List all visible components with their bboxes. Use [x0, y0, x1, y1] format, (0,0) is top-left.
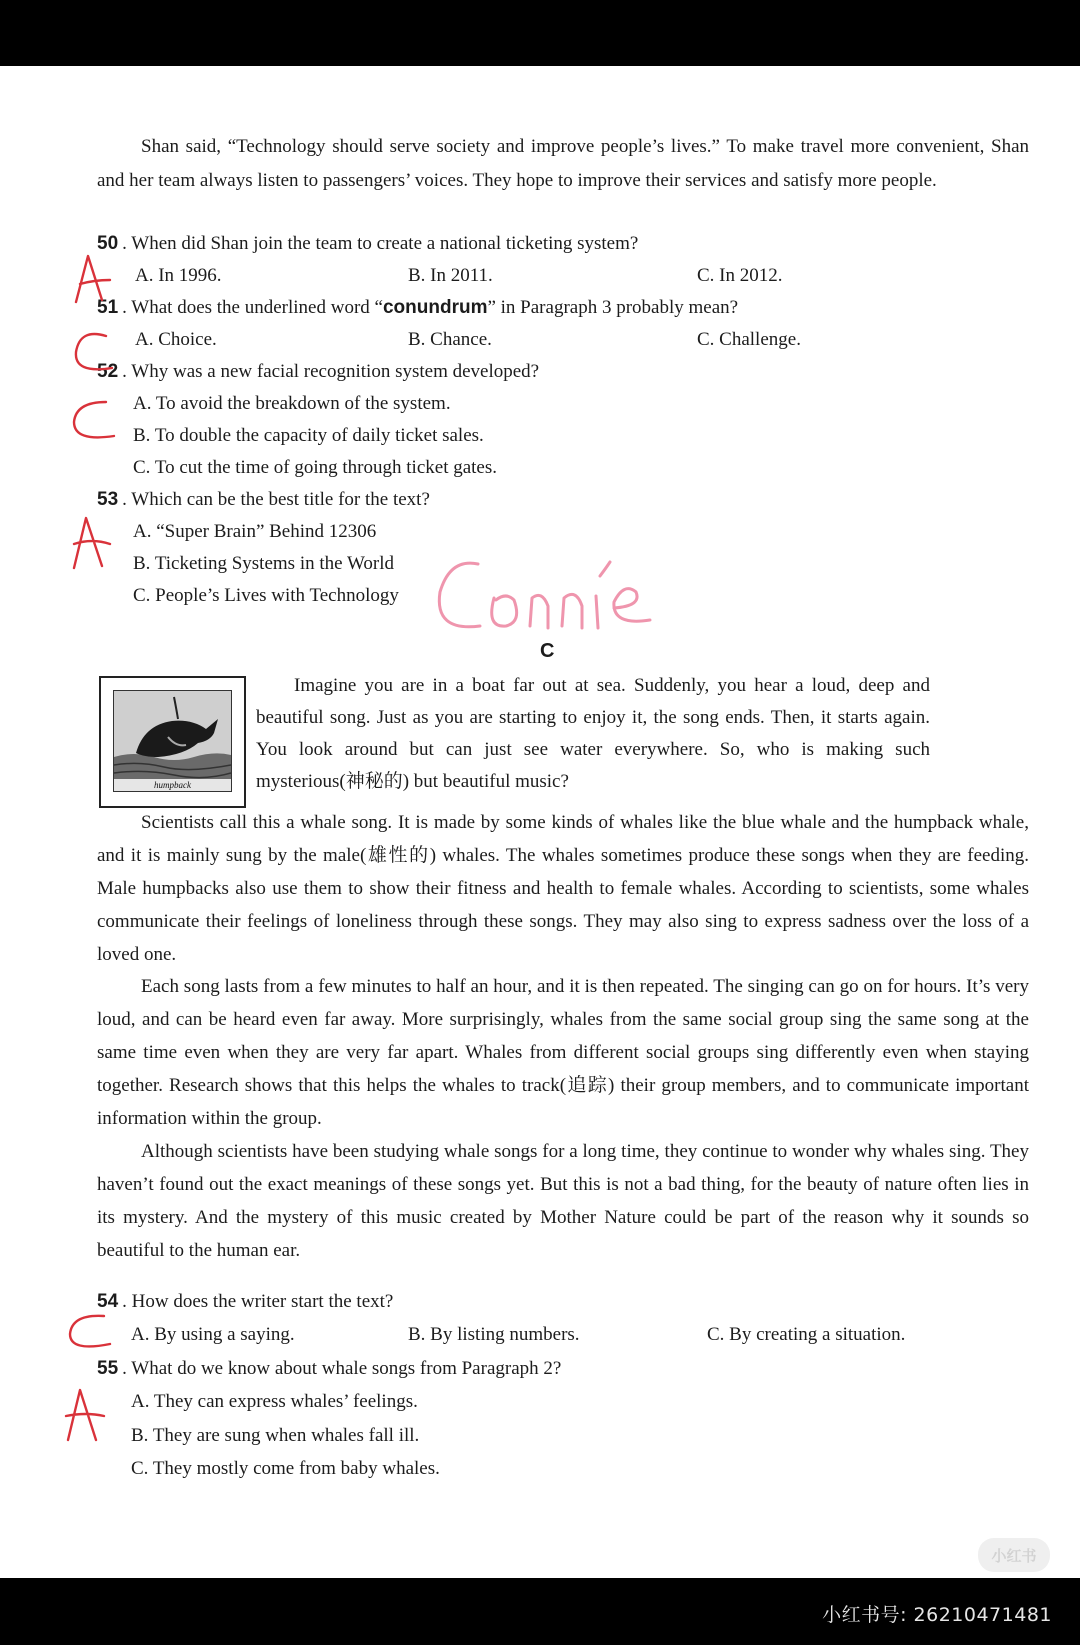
- humpback-whale-icon: [114, 691, 231, 791]
- option-52-b: B. To double the capacity of daily ticket sales.: [133, 425, 484, 446]
- underlined-word: conundrum: [382, 297, 488, 318]
- question-number: 54: [97, 1291, 119, 1312]
- question-54: [97, 1288, 1029, 1316]
- question-number: 55: [97, 1358, 119, 1379]
- option-50-b: B. In 2011.: [408, 265, 493, 286]
- question-52: [97, 358, 1029, 386]
- handwritten-answer-a-icon: [60, 1386, 110, 1446]
- question-number: 52: [97, 361, 119, 382]
- option-54-a: A. By using a saying.: [131, 1324, 295, 1345]
- option-55-c: C. They mostly come from baby whales.: [131, 1458, 440, 1479]
- option-51-c: C. Challenge.: [697, 329, 801, 350]
- option-51-a: A. Choice.: [135, 329, 217, 350]
- question-text-pre: . What does the underlined word “: [122, 297, 383, 318]
- question-text: . What do we know about whale songs from Paragraph 2?: [122, 1358, 562, 1379]
- app-logo: 小红书: [978, 1538, 1050, 1572]
- top-black-bar: [0, 0, 1080, 66]
- image-caption: humpback: [114, 779, 231, 791]
- option-55-b: B. They are sung when whales fall ill.: [131, 1425, 420, 1446]
- question-number: 50: [97, 233, 119, 254]
- handwritten-answer-c-icon: [66, 396, 122, 450]
- section-label: C: [540, 640, 555, 662]
- question-number: 53: [97, 489, 119, 510]
- whale-illustration: [99, 676, 246, 808]
- question-number: 51: [97, 297, 119, 318]
- option-54-c: C. By creating a situation.: [707, 1324, 906, 1345]
- signature-connie-icon: [430, 536, 670, 646]
- option-55-a: A. They can express whales’ feelings.: [131, 1391, 418, 1412]
- c-paragraph-4: Although scientists have been studying whale songs for a long time, they continue to wonder why whales sing. They haven’t found out the exact meanings of these songs yet. But this is not a bad thing, for the beauty of nature often lies in its mystery. And the mystery of this music created by Mother Nature could be part of the reason why it sounds so beautiful to the human ear.: [97, 1141, 1029, 1261]
- question-text: . How does the writer start the text?: [122, 1291, 394, 1312]
- whale-photo: [113, 690, 232, 792]
- option-51-b: B. Chance.: [408, 329, 492, 350]
- c-intro-paragraph: Imagine you are in a boat far out at sea. Suddenly, you hear a loud, deep and beautiful song. Just as you are starting to enjoy it, the song ends. Then, it starts again. You look around but can just see water everywhere. So, who is making such mysterious(神秘的) but beautiful music?: [256, 675, 930, 792]
- question-53: [97, 486, 1029, 514]
- question-text-post: ” in Paragraph 3 probably mean?: [487, 297, 739, 318]
- option-52-c: C. To cut the time of going through ticket gates.: [133, 457, 498, 478]
- handwritten-answer-a-icon: [68, 250, 118, 306]
- handwritten-answer-c-icon: [62, 1310, 118, 1358]
- option-52-a: A. To avoid the breakdown of the system.: [133, 393, 451, 414]
- handwritten-answer-c-icon: [68, 328, 118, 380]
- c-paragraph-2: Scientists call this a whale song. It is made by some kinds of whales like the blue whale and the humpback whale, and it is mainly sung by the male(雄性的) whales. The whales sometimes produce these songs when they are feeding. Male humpbacks also use them to show their fitness and health to female whales. According to scientists, some whales communicate their feelings of loneliness through these songs. They may also sing to express sadness over the loss of a loved one.: [97, 812, 1029, 965]
- question-text: . When did Shan join the team to create a national ticketing system?: [122, 233, 639, 254]
- question-text: . Why was a new facial recognition system developed?: [122, 361, 540, 382]
- question-50: [97, 230, 1029, 258]
- option-50-c: C. In 2012.: [697, 265, 783, 286]
- option-53-b: B. Ticketing Systems in the World: [133, 553, 394, 574]
- option-54-b: B. By listing numbers.: [408, 1324, 580, 1345]
- watermark-text: 小红书号: 26210471481: [822, 1604, 1052, 1626]
- question-55: [97, 1355, 1029, 1383]
- handwritten-answer-a-icon: [66, 514, 116, 574]
- question-51: [97, 294, 1029, 322]
- option-53-a: A. “Super Brain” Behind 12306: [133, 521, 377, 542]
- paragraph-shan: Shan said, “Technology should serve society and improve people’s lives.” To make travel more convenient, Shan and her team always listen to passengers’ voices. They hope to improve their services and satisfy more people.: [97, 136, 1029, 191]
- option-53-c: C. People’s Lives with Technology: [133, 585, 399, 606]
- c-paragraph-3: Each song lasts from a few minutes to half an hour, and it is then repeated. The singing can go on for hours. It’s very loud, and can be heard even far away. More surprisingly, whales from the same social group sing the same song at the same time even when they are very far apart. Whales from different social groups sing differently even when staying together. Research shows that this helps the whales to track(追踪) their group members, and to communicate important information within the group.: [97, 976, 1029, 1129]
- exam-page: [0, 66, 1080, 1578]
- option-50-a: A. In 1996.: [135, 265, 222, 286]
- question-text: . Which can be the best title for the text?: [122, 489, 430, 510]
